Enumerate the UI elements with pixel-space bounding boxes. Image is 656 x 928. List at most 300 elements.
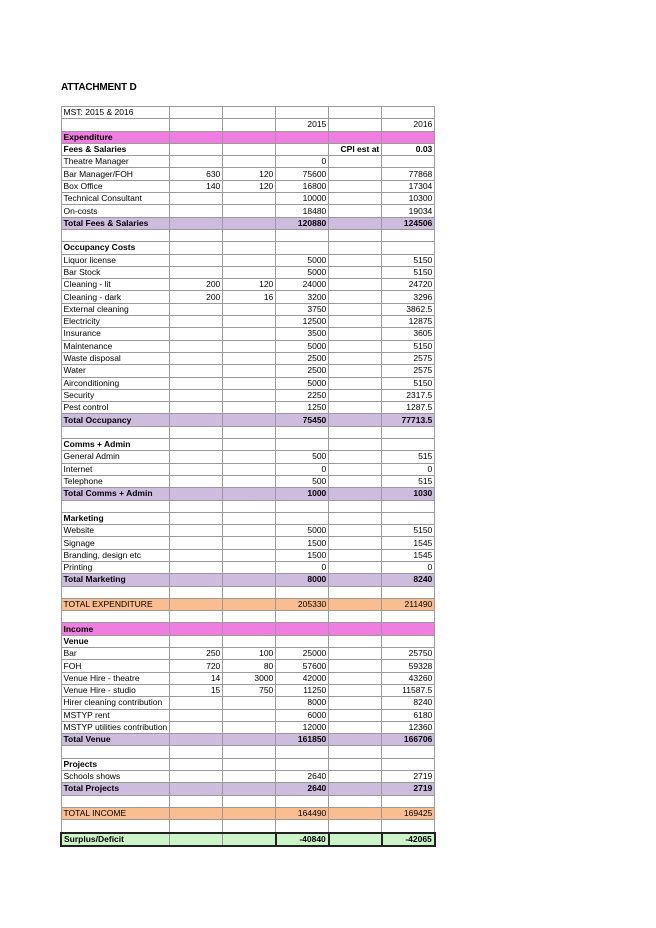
value-cell [223, 734, 276, 746]
value-cell: 3862.5 [382, 303, 435, 315]
value-cell [170, 795, 223, 807]
value-cell: 75450 [276, 414, 329, 426]
value-cell [170, 205, 223, 217]
value-cell [223, 266, 276, 278]
value-cell: 2250 [276, 389, 329, 401]
value-cell: 1500 [276, 537, 329, 549]
value-cell: 5000 [276, 340, 329, 352]
row-label-cell [61, 820, 170, 833]
value-cell [223, 574, 276, 586]
value-cell: 3000 [223, 672, 276, 684]
value-cell: 3296 [382, 291, 435, 303]
value-cell: 1030 [382, 488, 435, 500]
value-cell: 12875 [382, 316, 435, 328]
value-cell [170, 316, 223, 328]
sheet-row [61, 279, 435, 291]
value-cell [223, 512, 276, 524]
value-cell [223, 463, 276, 475]
value-cell [329, 389, 382, 401]
value-cell [329, 266, 382, 278]
value-cell: 8000 [276, 574, 329, 586]
sheet-row [61, 795, 435, 807]
value-cell [329, 709, 382, 721]
value-cell: 211490 [382, 598, 435, 610]
sheet-row [61, 709, 435, 721]
row-label-cell: Internet [61, 463, 170, 475]
value-cell [329, 807, 382, 819]
sheet-row [61, 352, 435, 364]
value-cell: 17304 [382, 180, 435, 192]
value-cell: 3605 [382, 328, 435, 340]
row-label-cell: Bar Stock [61, 266, 170, 278]
row-label-cell: Marketing [61, 512, 170, 524]
value-cell [329, 107, 382, 119]
value-cell [276, 611, 329, 623]
row-label-cell: Venue Hire - studio [61, 684, 170, 696]
sheet-row [61, 537, 435, 549]
value-cell: 8240 [382, 697, 435, 709]
value-cell [382, 131, 435, 143]
sheet-row [61, 833, 435, 846]
value-cell [382, 586, 435, 598]
sheet-row [61, 697, 435, 709]
value-cell [276, 586, 329, 598]
sheet-row [61, 771, 435, 783]
sheet-row [61, 107, 435, 119]
value-cell: 164490 [276, 807, 329, 819]
value-cell: 1545 [382, 549, 435, 561]
sheet-row [61, 549, 435, 561]
value-cell: 200 [170, 291, 223, 303]
value-cell: 19034 [382, 205, 435, 217]
value-cell: 2640 [276, 771, 329, 783]
row-label-cell: Telephone [61, 475, 170, 487]
value-cell [329, 611, 382, 623]
value-cell [329, 156, 382, 168]
value-cell [223, 242, 276, 254]
value-cell [170, 549, 223, 561]
sheet-row [61, 672, 435, 684]
value-cell [329, 279, 382, 291]
value-cell [329, 340, 382, 352]
row-label-cell [61, 611, 170, 623]
value-cell [223, 254, 276, 266]
value-cell [223, 340, 276, 352]
sheet-row [61, 303, 435, 315]
sheet-row [61, 143, 435, 155]
value-cell [170, 365, 223, 377]
spreadsheet-body [61, 107, 435, 846]
row-label-cell: Total Projects [61, 783, 170, 795]
value-cell [170, 807, 223, 819]
value-cell [170, 758, 223, 770]
value-cell [223, 549, 276, 561]
row-label-cell [61, 500, 170, 512]
value-cell: 6180 [382, 709, 435, 721]
value-cell: 5150 [382, 266, 435, 278]
row-label-cell: Total Venue [61, 734, 170, 746]
value-cell [329, 598, 382, 610]
value-cell: 43260 [382, 672, 435, 684]
value-cell [170, 328, 223, 340]
sheet-row [61, 574, 435, 586]
value-cell [329, 229, 382, 241]
value-cell: 1000 [276, 488, 329, 500]
value-cell [170, 254, 223, 266]
value-cell: 42000 [276, 672, 329, 684]
value-cell [276, 107, 329, 119]
value-cell [329, 795, 382, 807]
value-cell: 515 [382, 451, 435, 463]
value-cell [329, 833, 382, 846]
sheet-row [61, 451, 435, 463]
value-cell: 205330 [276, 598, 329, 610]
value-cell [382, 746, 435, 758]
row-label-cell: TOTAL INCOME [61, 807, 170, 819]
sheet-row [61, 402, 435, 414]
value-cell [170, 783, 223, 795]
value-cell [170, 598, 223, 610]
sheet-row [61, 586, 435, 598]
value-cell [170, 574, 223, 586]
value-cell [329, 537, 382, 549]
value-cell [329, 242, 382, 254]
value-cell: 5000 [276, 254, 329, 266]
row-label-cell: Cleaning - lit [61, 279, 170, 291]
value-cell [223, 451, 276, 463]
value-cell [329, 180, 382, 192]
value-cell: 1545 [382, 537, 435, 549]
value-cell [329, 820, 382, 833]
value-cell [170, 217, 223, 229]
value-cell [329, 561, 382, 573]
value-cell [276, 746, 329, 758]
value-cell [223, 389, 276, 401]
value-cell [329, 402, 382, 414]
row-label-cell: Income [61, 623, 170, 635]
value-cell [329, 635, 382, 647]
value-cell: 80 [223, 660, 276, 672]
value-cell: 1250 [276, 402, 329, 414]
value-cell: 12360 [382, 721, 435, 733]
row-label-cell: Bar Manager/FOH [61, 168, 170, 180]
value-cell: 1287.5 [382, 402, 435, 414]
value-cell [223, 771, 276, 783]
value-cell [329, 131, 382, 143]
value-cell [170, 586, 223, 598]
value-cell: 5150 [382, 377, 435, 389]
sheet-row [61, 561, 435, 573]
value-cell [170, 229, 223, 241]
value-cell [223, 746, 276, 758]
row-label-cell: Total Fees & Salaries [61, 217, 170, 229]
value-cell [223, 303, 276, 315]
row-label-cell: Total Marketing [61, 574, 170, 586]
value-cell [329, 734, 382, 746]
value-cell [329, 549, 382, 561]
row-label-cell: Technical Consultant [61, 193, 170, 205]
row-label-cell: Total Occupancy [61, 414, 170, 426]
value-cell: 750 [223, 684, 276, 696]
value-cell: 500 [276, 475, 329, 487]
value-cell [276, 143, 329, 155]
sheet-row [61, 254, 435, 266]
value-cell [329, 697, 382, 709]
value-cell: 12000 [276, 721, 329, 733]
value-cell: 720 [170, 660, 223, 672]
value-cell: 10000 [276, 193, 329, 205]
value-cell: 0 [276, 156, 329, 168]
value-cell [329, 463, 382, 475]
value-cell: 0 [276, 561, 329, 573]
row-label-cell [61, 119, 170, 131]
value-cell [170, 709, 223, 721]
row-label-cell: Occupancy Costs [61, 242, 170, 254]
value-cell: 0 [382, 463, 435, 475]
value-cell [276, 131, 329, 143]
row-label-cell: MST: 2015 & 2016 [61, 107, 170, 119]
sheet-row [61, 205, 435, 217]
value-cell [170, 525, 223, 537]
value-cell [170, 352, 223, 364]
row-label-cell: Airconditioning [61, 377, 170, 389]
sheet-row [61, 156, 435, 168]
value-cell: 2640 [276, 783, 329, 795]
value-cell [223, 783, 276, 795]
value-cell: 2719 [382, 771, 435, 783]
value-cell: CPI est at [329, 143, 382, 155]
value-cell [223, 414, 276, 426]
value-cell [329, 205, 382, 217]
value-cell: 11587.5 [382, 684, 435, 696]
value-cell [382, 512, 435, 524]
value-cell [170, 340, 223, 352]
value-cell [276, 500, 329, 512]
row-label-cell: Theatre Manager [61, 156, 170, 168]
value-cell: 2500 [276, 365, 329, 377]
sheet-row [61, 820, 435, 833]
value-cell: 161850 [276, 734, 329, 746]
value-cell [170, 721, 223, 733]
value-cell: -40840 [276, 833, 329, 846]
value-cell [382, 758, 435, 770]
value-cell [329, 475, 382, 487]
value-cell: 5150 [382, 340, 435, 352]
value-cell [382, 500, 435, 512]
value-cell: 77868 [382, 168, 435, 180]
row-label-cell: Pest control [61, 402, 170, 414]
row-label-cell: MSTYP rent [61, 709, 170, 721]
sheet-row [61, 488, 435, 500]
sheet-row [61, 463, 435, 475]
value-cell: 6000 [276, 709, 329, 721]
sheet-row [61, 475, 435, 487]
row-label-cell [61, 746, 170, 758]
value-cell [329, 439, 382, 451]
row-label-cell: Maintenance [61, 340, 170, 352]
value-cell [329, 168, 382, 180]
value-cell [329, 316, 382, 328]
value-cell [329, 771, 382, 783]
value-cell [329, 426, 382, 438]
sheet-row [61, 807, 435, 819]
value-cell [223, 229, 276, 241]
value-cell: 16800 [276, 180, 329, 192]
sheet-row [61, 623, 435, 635]
row-label-cell: Venue Hire - theatre [61, 672, 170, 684]
value-cell [382, 107, 435, 119]
value-cell [223, 611, 276, 623]
sheet-row [61, 340, 435, 352]
row-label-cell: Venue [61, 635, 170, 647]
value-cell [170, 537, 223, 549]
sheet-row [61, 131, 435, 143]
value-cell [276, 229, 329, 241]
sheet-row [61, 217, 435, 229]
value-cell [170, 635, 223, 647]
value-cell [223, 820, 276, 833]
value-cell [276, 758, 329, 770]
value-cell [170, 377, 223, 389]
value-cell: 59328 [382, 660, 435, 672]
row-label-cell: Cleaning - dark [61, 291, 170, 303]
value-cell: 120 [223, 168, 276, 180]
row-label-cell: Fees & Salaries [61, 143, 170, 155]
value-cell [329, 365, 382, 377]
value-cell [382, 611, 435, 623]
value-cell [170, 193, 223, 205]
value-cell [170, 119, 223, 131]
row-label-cell: Branding, design etc [61, 549, 170, 561]
sheet-row [61, 328, 435, 340]
value-cell [329, 574, 382, 586]
sheet-row [61, 389, 435, 401]
value-cell [382, 635, 435, 647]
value-cell [223, 377, 276, 389]
row-label-cell: Bar [61, 648, 170, 660]
value-cell: 5000 [276, 266, 329, 278]
value-cell [329, 525, 382, 537]
value-cell [223, 365, 276, 377]
value-cell: 3750 [276, 303, 329, 315]
sheet-row [61, 598, 435, 610]
sheet-row [61, 734, 435, 746]
value-cell: 120 [223, 279, 276, 291]
value-cell: 3500 [276, 328, 329, 340]
row-label-cell: MSTYP utilities contribution [61, 721, 170, 733]
row-label-cell: Website [61, 525, 170, 537]
value-cell [382, 820, 435, 833]
value-cell [170, 820, 223, 833]
row-label-cell: External cleaning [61, 303, 170, 315]
sheet-row [61, 439, 435, 451]
row-label-cell: Electricity [61, 316, 170, 328]
row-label-cell: Water [61, 365, 170, 377]
value-cell [223, 217, 276, 229]
value-cell [170, 512, 223, 524]
value-cell: 2575 [382, 365, 435, 377]
value-cell: 16 [223, 291, 276, 303]
sheet-row [61, 365, 435, 377]
value-cell [276, 635, 329, 647]
value-cell [223, 402, 276, 414]
value-cell [382, 242, 435, 254]
value-cell [329, 684, 382, 696]
value-cell [382, 426, 435, 438]
value-cell: 5150 [382, 525, 435, 537]
sheet-row [61, 291, 435, 303]
value-cell [223, 328, 276, 340]
value-cell: 0.03 [382, 143, 435, 155]
value-cell [329, 586, 382, 598]
value-cell [276, 426, 329, 438]
sheet-row [61, 512, 435, 524]
value-cell: 75600 [276, 168, 329, 180]
value-cell [223, 598, 276, 610]
value-cell: 0 [382, 561, 435, 573]
value-cell: 2575 [382, 352, 435, 364]
value-cell [382, 229, 435, 241]
sheet-row [61, 746, 435, 758]
sheet-row [61, 414, 435, 426]
row-label-cell: Projects [61, 758, 170, 770]
value-cell [382, 156, 435, 168]
document-title: ATTACHMENT D [61, 82, 137, 93]
sheet-row [61, 758, 435, 770]
value-cell: 120880 [276, 217, 329, 229]
value-cell: 15 [170, 684, 223, 696]
value-cell [223, 119, 276, 131]
value-cell [329, 451, 382, 463]
value-cell [170, 242, 223, 254]
value-cell [170, 475, 223, 487]
value-cell [329, 377, 382, 389]
value-cell: 200 [170, 279, 223, 291]
sheet-row [61, 721, 435, 733]
value-cell [329, 746, 382, 758]
value-cell [223, 156, 276, 168]
sheet-row [61, 316, 435, 328]
value-cell [329, 648, 382, 660]
value-cell [170, 131, 223, 143]
value-cell [329, 352, 382, 364]
value-cell [170, 156, 223, 168]
value-cell [329, 758, 382, 770]
row-label-cell: On-costs [61, 205, 170, 217]
value-cell [170, 734, 223, 746]
value-cell [223, 439, 276, 451]
value-cell [223, 635, 276, 647]
value-cell [329, 414, 382, 426]
row-label-cell [61, 586, 170, 598]
value-cell: 5000 [276, 377, 329, 389]
value-cell [223, 193, 276, 205]
value-cell [170, 426, 223, 438]
value-cell: 2317.5 [382, 389, 435, 401]
value-cell [223, 537, 276, 549]
value-cell [382, 439, 435, 451]
value-cell [223, 131, 276, 143]
value-cell [223, 488, 276, 500]
value-cell [329, 512, 382, 524]
row-label-cell [61, 229, 170, 241]
value-cell: 11250 [276, 684, 329, 696]
sheet-row [61, 525, 435, 537]
value-cell [170, 389, 223, 401]
value-cell: -42065 [382, 833, 435, 846]
value-cell [382, 623, 435, 635]
row-label-cell: TOTAL EXPENDITURE [61, 598, 170, 610]
